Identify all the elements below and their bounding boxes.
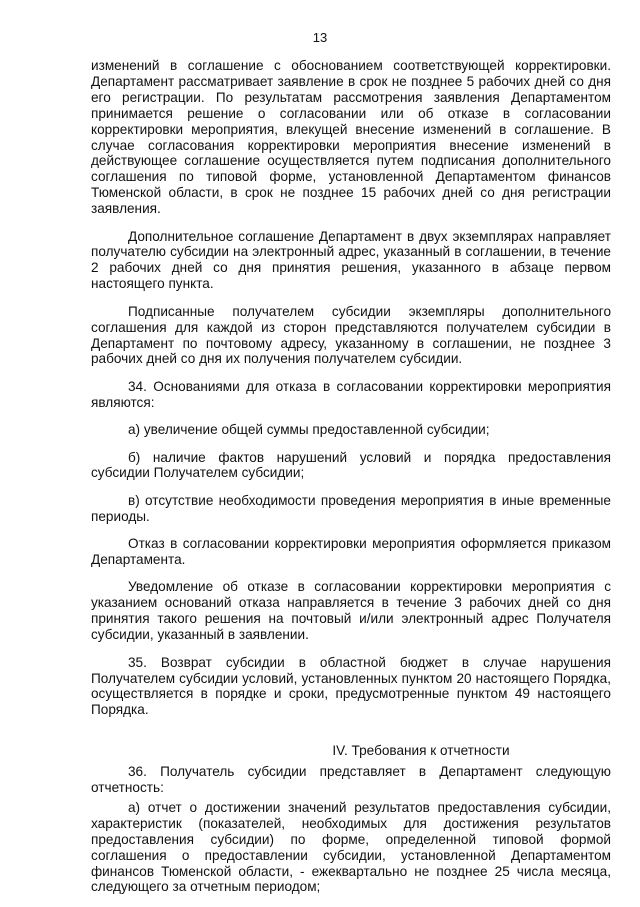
paragraph-refusal-order: Отказ в согласовании корректировки мероприятия оформляется приказом Департамента.: [91, 536, 611, 568]
paragraph-item-35: 35. Возврат субсидии в областной бюджет в случае нарушения Получателем субсидии условий, установленных пунктом 20 настоящего Порядка, осуществляется в порядке и сроки, предусмотренные пунктом 49 настоящего Порядка.: [91, 654, 611, 718]
paragraph-item-36: 36. Получатель субсидии представляет в Департамент следующую отчетность:: [91, 764, 611, 796]
paragraph-item-34: 34. Основаниями для отказа в согласовании корректировки мероприятия являются:: [91, 378, 611, 410]
paragraph-item-36-a: а) отчет о достижении значений результатов предоставления субсидии, характеристик (показателей, необходимых для достижения результатов предоставления субсидии) по форме, определенной типовой формой соглашения о предоставлении субсидии, установленной Департаментом финансов Тюменской области, - ежеквартально не позднее 25 числа месяца, следующего за отчетным периодом;: [91, 799, 611, 895]
paragraph-additional-agreement: Дополнительное соглашение Департамент в двух экземплярах направляет получателю субсидии на электронный адрес, указанный в соглашении, в течение 2 рабочих дней со дня принятия решения, указанного в абзаце первом настоящего пункта.: [91, 228, 611, 292]
paragraph-item-34-v: в) отсутствие необходимости проведения мероприятия в иные временные периоды.: [91, 492, 611, 524]
page-number: 13: [312, 30, 328, 45]
section-heading: IV. Требования к отчетности: [332, 743, 510, 759]
paragraph-item-34-b: б) наличие фактов нарушений условий и порядка предоставления субсидии Получателем субсидии;: [91, 449, 611, 481]
paragraph-item-34-a: а) увеличение общей суммы предоставленной субсидии;: [128, 422, 490, 438]
paragraph-refusal-notice: Уведомление об отказе в согласовании корректировки мероприятия с указанием оснований отказа направляется в течение 3 рабочих дней со дня принятия такого решения на почтовый и/или электронный адрес Получателя субсидии, указанный в заявлении.: [91, 579, 611, 643]
document-body: [91, 58, 611, 907]
paragraph-signed-copies: Подписанные получателем субсидии экземпляры дополнительного соглашения для каждой из сторон представляются получателем субсидии в Департамент по почтовому адресу, указанному в соглашении, не позднее 3 рабочих дней со дня их получения получателем субсидии.: [91, 303, 611, 367]
paragraph-continuation: изменений в соглашение с обоснованием соответствующей корректировки. Департамент рассматривает заявление в срок не позднее 5 рабочих дней со дня его регистрации. По результатам рассмотрения заявления Департаментом принимается решение о согласовании или об отказе в согласовании корректировки мероприятия, влекущей внесение изменений в соглашение. В случае согласования корректировки мероприятия внесение изменений в действующее соглашение осуществляется путем подписания дополнительного соглашения по типовой форме, установленной Департаментом финансов Тюменской области, в срок не позднее 15 рабочих дней со дня регистрации заявления.: [91, 58, 611, 217]
